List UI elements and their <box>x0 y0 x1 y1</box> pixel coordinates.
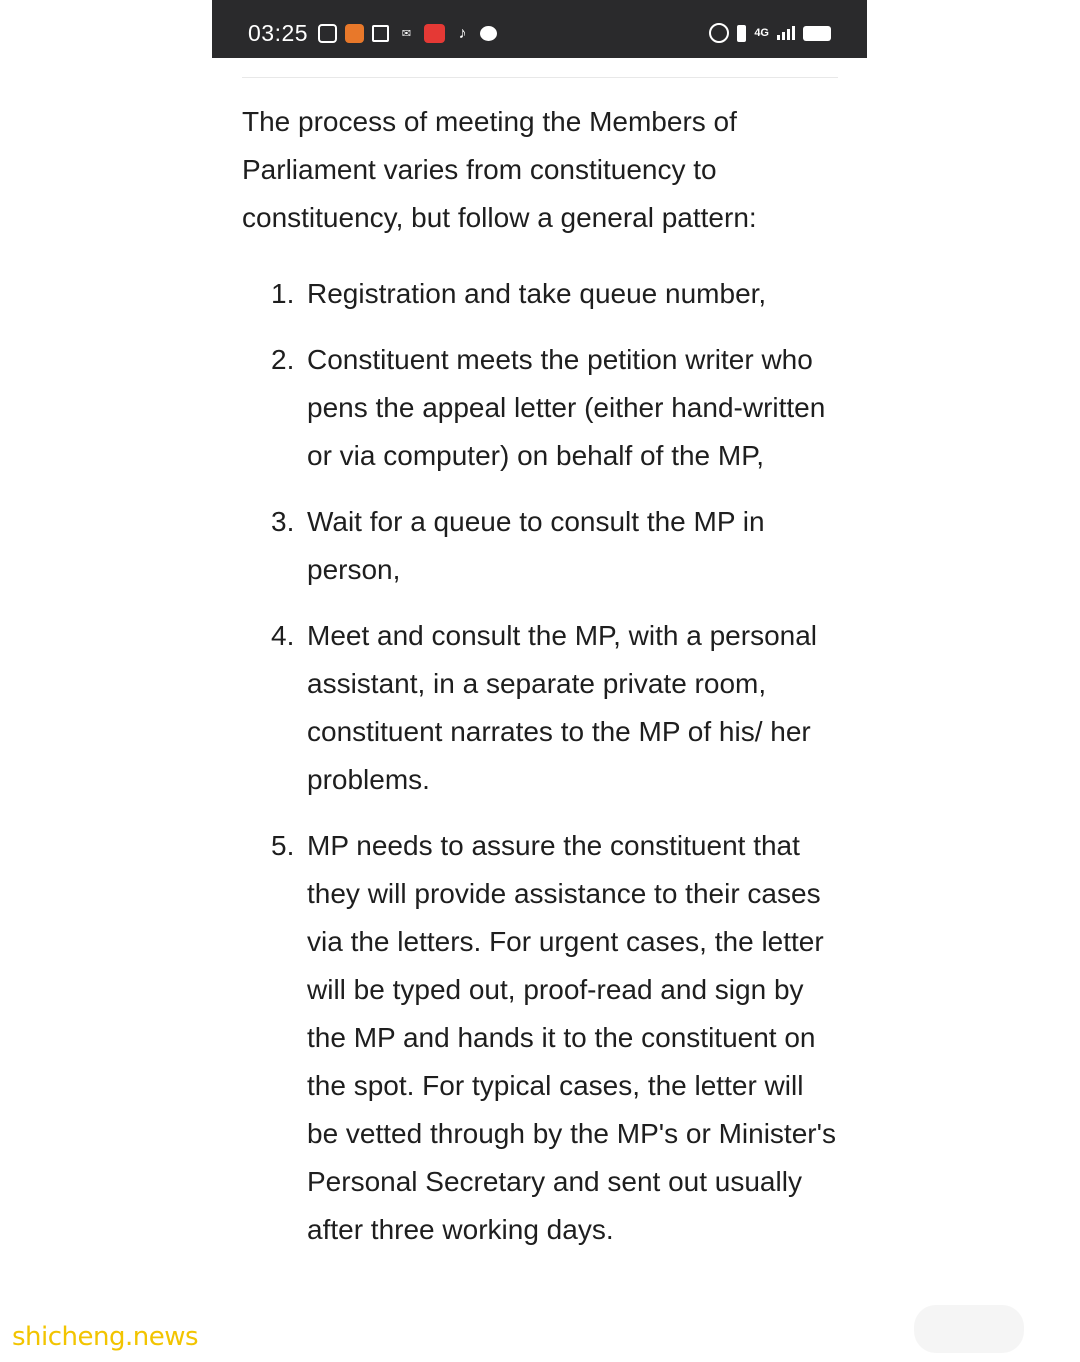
status-bar <box>212 0 867 58</box>
list-item-text: Constituent meets the petition writer who pens the appeal letter (either hand-written or via computer) on behalf of the MP, <box>307 344 826 471</box>
mail-icon: ✉ <box>401 28 412 40</box>
list-item-text: Meet and consult the MP, with a personal assistant, in a separate private room, constituent narrates to the MP of his/ her problems. <box>307 620 818 795</box>
list-item-number: 5. <box>271 830 295 861</box>
qr-icon <box>372 25 389 42</box>
alarm-icon <box>709 23 729 43</box>
intro-paragraph: The process of meeting the Members of Parliament varies from constituency to constituency, but follow a general pattern: <box>242 106 757 233</box>
list-item-text: Wait for a queue to consult the MP in person, <box>307 506 765 585</box>
list-item-number: 3. <box>271 506 295 537</box>
blurred-watermark <box>914 1305 1024 1353</box>
vibrate-icon <box>737 25 746 42</box>
list-item <box>271 612 842 804</box>
red-app-icon <box>424 24 445 43</box>
list-item-number: 1. <box>271 278 295 309</box>
header-divider <box>242 77 838 78</box>
network-type: 4G <box>754 27 769 39</box>
status-time: 03:25 <box>248 20 309 46</box>
list-item-text: Registration and take queue number, <box>307 278 767 309</box>
system-icons <box>709 23 831 43</box>
gallery-icon <box>318 24 337 43</box>
watermark: shicheng.news <box>12 1322 199 1352</box>
tiktok-icon: ♪ <box>458 24 467 42</box>
notification-icons <box>318 24 497 43</box>
list-item <box>271 336 842 480</box>
list-item <box>271 822 842 1254</box>
list-item-text: MP needs to assure the constituent that they will provide assistance to their cases via the letters. For urgent cases, the letter will be typed out, proof-read and sign by the MP and hands it to the constituent on the spot. For typical cases, the letter will be vetted through by the MP's or Minister's Personal Secretary and sent out usually after three working days. <box>307 830 836 1245</box>
article-body <box>242 98 842 1272</box>
app-orange-icon <box>345 24 364 43</box>
chat-bubble-icon <box>480 26 497 41</box>
list-item <box>271 498 842 594</box>
list-item-number: 2. <box>271 344 295 375</box>
battery-icon <box>803 26 831 41</box>
list-item <box>271 270 842 318</box>
signal-icon <box>777 26 795 40</box>
steps-list <box>242 270 842 1254</box>
list-item-number: 4. <box>271 620 295 651</box>
